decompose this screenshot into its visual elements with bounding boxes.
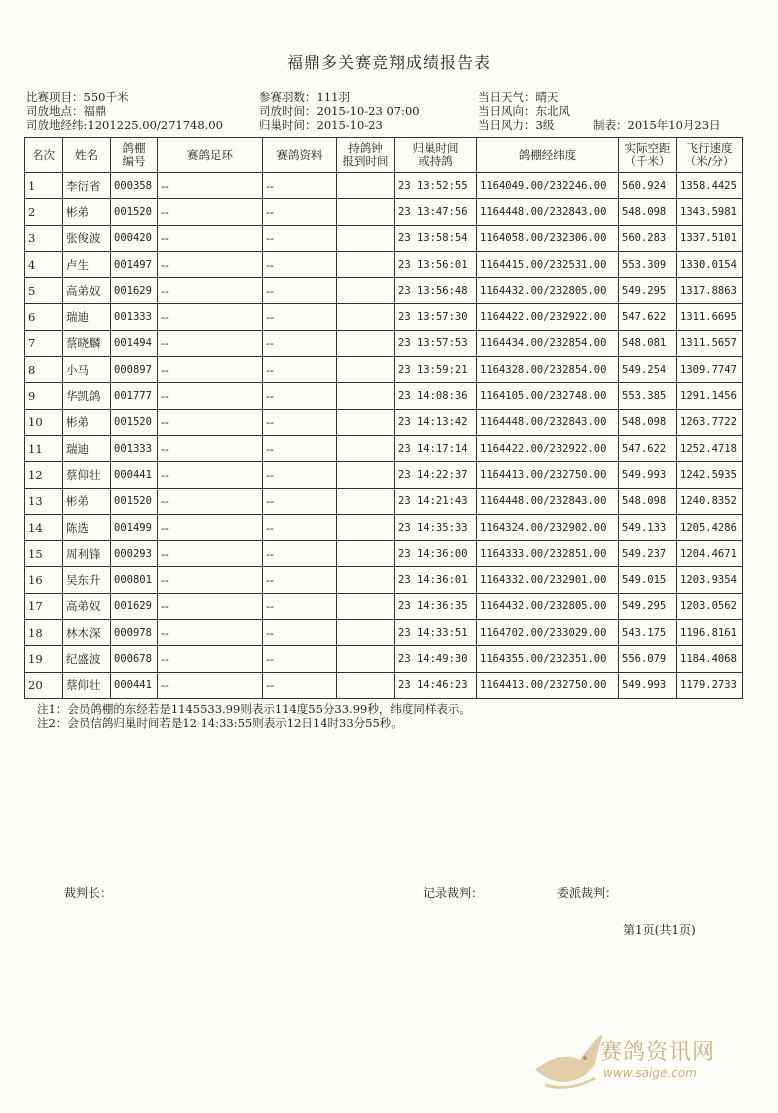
col-name-cell: 华凯鸽: [63, 383, 111, 409]
col-ring-cell: --: [158, 435, 263, 461]
col-distance-cell: 556.079: [619, 646, 677, 672]
col-return-time-cell: 23 14:49:30: [395, 646, 477, 672]
table-row: [25, 672, 743, 698]
col-coords-cell: 1164422.00/232922.00: [477, 435, 619, 461]
col-name-cell: 瑞迪: [63, 304, 111, 330]
table-row: [25, 567, 743, 593]
header-label-line: 持鸽钟: [348, 141, 383, 155]
col-name-cell: 张俊波: [63, 225, 111, 251]
col-coords-cell: 1164448.00/232843.00: [477, 199, 619, 225]
col-loft-id-cell: 000293: [111, 541, 158, 567]
col-speed-cell: 1252.4718: [677, 435, 743, 461]
col-return-time-cell: 23 14:21:43: [395, 488, 477, 514]
watermark-url: www.saige.com: [603, 1066, 697, 1080]
col-distance-cell: 549.237: [619, 541, 677, 567]
col-distance-cell: 548.081: [619, 330, 677, 356]
col-coords-cell: 1164422.00/232922.00: [477, 304, 619, 330]
col-loft-id-cell: 001777: [111, 383, 158, 409]
col-info-cell: --: [263, 462, 337, 488]
col-info-cell: --: [263, 646, 337, 672]
col-clock-time-cell: [337, 541, 395, 567]
col-coords-cell: 1164432.00/232805.00: [477, 593, 619, 619]
results-table: [24, 137, 743, 699]
col-speed-cell: 1205.4286: [677, 514, 743, 540]
col-distance-cell: 543.175: [619, 620, 677, 646]
col-return-time-cell: 23 14:13:42: [395, 409, 477, 435]
table-row: [25, 646, 743, 672]
table-row: [25, 251, 743, 277]
note-2: 注2：会员信鸽归巢时间若是12 14:33:55则表示12日14时33分55秒。: [37, 716, 403, 730]
col-return-time-cell: 23 13:56:48: [395, 278, 477, 304]
col-rank-cell: 14: [25, 514, 63, 540]
col-ring-cell: --: [158, 567, 263, 593]
table-body: [25, 173, 743, 699]
col-distance-cell: 549.015: [619, 567, 677, 593]
col-coords-cell: 1164432.00/232805.00: [477, 278, 619, 304]
col-name-cell: 蔡仰壮: [63, 672, 111, 698]
table-row: [25, 278, 743, 304]
col-info-cell: --: [263, 251, 337, 277]
col-speed-cell: 1330.0154: [677, 251, 743, 277]
col-info-cell: --: [263, 620, 337, 646]
table-row: [25, 514, 743, 540]
col-loft-id-cell: 001494: [111, 330, 158, 356]
col-speed-cell: 1311.5657: [677, 330, 743, 356]
meta-wind-force: 当日风力：3级: [478, 118, 555, 132]
col-coords-cell: 1164332.00/232901.00: [477, 567, 619, 593]
col-info-cell: --: [263, 357, 337, 383]
col-name-cell: 高弟奴: [63, 278, 111, 304]
col-rank-cell: 7: [25, 330, 63, 356]
col-return-time-cell: 23 14:35:33: [395, 514, 477, 540]
col-rank-cell: 17: [25, 593, 63, 619]
col-loft-id-cell: 000420: [111, 225, 158, 251]
col-clock-time-cell: [337, 462, 395, 488]
col-speed-cell: 1196.8161: [677, 620, 743, 646]
table-row: [25, 383, 743, 409]
page-number: 第1页(共1页): [623, 923, 696, 937]
col-name-cell: 林木深: [63, 620, 111, 646]
col-return-time-cell: 23 13:56:01: [395, 251, 477, 277]
col-speed-header: [677, 138, 743, 173]
col-speed-cell: 1358.4425: [677, 173, 743, 199]
col-ring-cell: --: [158, 383, 263, 409]
col-ring-cell: --: [158, 278, 263, 304]
header-label-line: 报到时间: [342, 154, 389, 168]
meta-release-place: 司放地点：福鼎: [26, 104, 107, 118]
col-ring-cell: --: [158, 620, 263, 646]
meta-return-time: 归巢时间：2015-10-23: [259, 118, 383, 132]
col-return-time-cell: 23 13:58:54: [395, 225, 477, 251]
col-speed-cell: 1291.1456: [677, 383, 743, 409]
col-clock-time-cell: [337, 251, 395, 277]
col-return-time-cell: 23 14:22:37: [395, 462, 477, 488]
col-coords-cell: 1164324.00/232902.00: [477, 514, 619, 540]
col-rank-cell: 11: [25, 435, 63, 461]
table-row: [25, 225, 743, 251]
meta-release-time: 司放时间：2015-10-23 07:00: [259, 104, 420, 118]
col-ring-cell: --: [158, 672, 263, 698]
col-distance-cell: 549.295: [619, 278, 677, 304]
col-ring-cell: --: [158, 593, 263, 619]
col-speed-cell: 1263.7722: [677, 409, 743, 435]
col-return-time-cell: 23 13:57:53: [395, 330, 477, 356]
col-rank-header: [25, 138, 63, 173]
col-distance-cell: 549.254: [619, 357, 677, 383]
header-label-line: （米/分）: [684, 154, 735, 168]
col-loft-id-cell: 001520: [111, 488, 158, 514]
table-row: [25, 435, 743, 461]
col-rank-cell: 13: [25, 488, 63, 514]
col-name-cell: 陈选: [63, 514, 111, 540]
meta-left: [26, 90, 223, 132]
col-ring-cell: --: [158, 225, 263, 251]
col-coords-cell: 1164448.00/232843.00: [477, 409, 619, 435]
col-loft-id-cell: 001333: [111, 435, 158, 461]
col-distance-cell: 553.385: [619, 383, 677, 409]
col-speed-cell: 1203.9354: [677, 567, 743, 593]
col-info-header: [263, 138, 337, 173]
table-row: [25, 357, 743, 383]
table-row: [25, 541, 743, 567]
col-coords-cell: 1164333.00/232851.00: [477, 541, 619, 567]
col-loft-id-cell: 001333: [111, 304, 158, 330]
col-ring-cell: --: [158, 173, 263, 199]
col-info-cell: --: [263, 199, 337, 225]
col-clock-time-cell: [337, 304, 395, 330]
notes: [37, 702, 471, 730]
header-label-line: 姓名: [75, 147, 98, 162]
col-rank-cell: 9: [25, 383, 63, 409]
col-speed-cell: 1204.4671: [677, 541, 743, 567]
col-speed-cell: 1203.0562: [677, 593, 743, 619]
header-label-line: 实际空距: [624, 141, 671, 155]
col-coords-cell: 1164058.00/232306.00: [477, 225, 619, 251]
col-info-cell: --: [263, 409, 337, 435]
col-rank-cell: 8: [25, 357, 63, 383]
col-coords-cell: 1164448.00/232843.00: [477, 488, 619, 514]
col-speed-cell: 1240.8352: [677, 488, 743, 514]
col-name-cell: 彬弟: [63, 199, 111, 225]
sign-assigned-referee: 委派裁判：: [557, 886, 618, 900]
col-info-cell: --: [263, 514, 337, 540]
col-rank-cell: 20: [25, 672, 63, 698]
col-return-time-cell: 23 13:57:30: [395, 304, 477, 330]
col-clock-time-header: [337, 138, 395, 173]
col-info-cell: --: [263, 435, 337, 461]
meta-weather: 当日天气：晴天: [478, 90, 559, 104]
sign-record-referee: 记录裁判：: [423, 886, 484, 900]
col-return-time-cell: 23 14:46:23: [395, 672, 477, 698]
col-loft-id-cell: 000897: [111, 357, 158, 383]
col-return-time-cell: 23 13:59:21: [395, 357, 477, 383]
col-clock-time-cell: [337, 435, 395, 461]
col-speed-cell: 1343.5981: [677, 199, 743, 225]
meta-release-coords: 司放地经纬:1201225.00/271748.00: [26, 118, 223, 132]
table-row: [25, 409, 743, 435]
col-clock-time-cell: [337, 646, 395, 672]
col-clock-time-cell: [337, 409, 395, 435]
table-header-row: [25, 138, 743, 173]
col-clock-time-cell: [337, 620, 395, 646]
col-loft-id-cell: 000978: [111, 620, 158, 646]
table-row: [25, 330, 743, 356]
col-distance-cell: 547.622: [619, 435, 677, 461]
sign-chief-referee: 裁判长：: [64, 886, 113, 900]
col-ring-cell: --: [158, 304, 263, 330]
col-ring-cell: --: [158, 541, 263, 567]
table-row: [25, 488, 743, 514]
col-speed-cell: 1311.6695: [677, 304, 743, 330]
col-rank-cell: 19: [25, 646, 63, 672]
col-distance-cell: 553.309: [619, 251, 677, 277]
note-1: 注1：会员鸽棚的东经若是1145533.99则表示114度55分33.99秒，纬度同样表示。: [37, 702, 471, 716]
col-name-cell: 小马: [63, 357, 111, 383]
col-ring-cell: --: [158, 199, 263, 225]
meta-entries: 参赛羽数：111羽: [259, 90, 350, 104]
col-rank-cell: 2: [25, 199, 63, 225]
table-row: [25, 620, 743, 646]
col-clock-time-cell: [337, 593, 395, 619]
col-name-cell: 高弟奴: [63, 593, 111, 619]
col-speed-cell: 1337.5101: [677, 225, 743, 251]
col-distance-cell: 549.295: [619, 593, 677, 619]
col-distance-cell: 549.993: [619, 672, 677, 698]
col-ring-cell: --: [158, 514, 263, 540]
col-clock-time-cell: [337, 173, 395, 199]
col-clock-time-cell: [337, 330, 395, 356]
col-loft-id-cell: 001629: [111, 278, 158, 304]
col-loft-id-header: [111, 138, 158, 173]
col-info-cell: --: [263, 330, 337, 356]
col-info-cell: --: [263, 225, 337, 251]
col-name-cell: 李衍省: [63, 173, 111, 199]
col-loft-id-cell: 000441: [111, 462, 158, 488]
col-name-cell: 瑞迪: [63, 435, 111, 461]
col-distance-cell: 560.283: [619, 225, 677, 251]
col-ring-cell: --: [158, 409, 263, 435]
col-ring-cell: --: [158, 488, 263, 514]
table-row: [25, 462, 743, 488]
col-name-cell: 周利锋: [63, 541, 111, 567]
col-rank-cell: 15: [25, 541, 63, 567]
header-label-line: 编号: [122, 154, 146, 168]
col-return-time-cell: 23 14:36:35: [395, 593, 477, 619]
col-loft-id-cell: 001497: [111, 251, 158, 277]
col-rank-cell: 16: [25, 567, 63, 593]
col-coords-cell: 1164415.00/232531.00: [477, 251, 619, 277]
col-loft-id-cell: 000678: [111, 646, 158, 672]
col-distance-cell: 548.098: [619, 488, 677, 514]
col-rank-cell: 3: [25, 225, 63, 251]
table-row: [25, 304, 743, 330]
col-return-time-cell: 23 14:36:00: [395, 541, 477, 567]
col-info-cell: --: [263, 541, 337, 567]
col-clock-time-cell: [337, 567, 395, 593]
col-speed-cell: 1184.4068: [677, 646, 743, 672]
col-distance-cell: 549.993: [619, 462, 677, 488]
col-distance-cell: 548.098: [619, 409, 677, 435]
col-rank-cell: 10: [25, 409, 63, 435]
col-speed-cell: 1242.5935: [677, 462, 743, 488]
header-label-line: 或持鸽: [418, 154, 453, 168]
header-label-line: 飞行速度: [686, 141, 733, 155]
col-info-cell: --: [263, 567, 337, 593]
col-coords-cell: 1164413.00/232750.00: [477, 672, 619, 698]
col-clock-time-cell: [337, 357, 395, 383]
header-label-line: 鸽棚经纬度: [518, 147, 577, 162]
table-row: [25, 593, 743, 619]
meta-wind-direction: 当日风向：东北风: [478, 104, 570, 118]
col-clock-time-cell: [337, 514, 395, 540]
col-rank-cell: 6: [25, 304, 63, 330]
col-coords-cell: 1164049.00/232246.00: [477, 173, 619, 199]
col-rank-cell: 4: [25, 251, 63, 277]
col-name-cell: 吴东升: [63, 567, 111, 593]
table-row: [25, 173, 743, 199]
col-ring-cell: --: [158, 646, 263, 672]
col-coords-cell: 1164413.00/232750.00: [477, 462, 619, 488]
col-rank-cell: 12: [25, 462, 63, 488]
col-name-cell: 纪盛波: [63, 646, 111, 672]
col-info-cell: --: [263, 593, 337, 619]
col-loft-id-cell: 000801: [111, 567, 158, 593]
header-label-line: 名次: [32, 147, 55, 162]
col-return-time-header: [395, 138, 477, 173]
col-coords-cell: 1164355.00/232351.00: [477, 646, 619, 672]
col-coords-cell: 1164105.00/232748.00: [477, 383, 619, 409]
col-return-time-cell: 23 14:08:36: [395, 383, 477, 409]
col-return-time-cell: 23 14:36:01: [395, 567, 477, 593]
col-rank-cell: 5: [25, 278, 63, 304]
col-ring-cell: --: [158, 251, 263, 277]
header-label-line: 赛鸽足环: [187, 147, 233, 162]
meta-mid: [259, 90, 420, 132]
col-loft-id-cell: 001520: [111, 199, 158, 225]
col-name-cell: 彬弟: [63, 488, 111, 514]
col-rank-cell: 18: [25, 620, 63, 646]
col-info-cell: --: [263, 173, 337, 199]
col-speed-cell: 1179.2733: [677, 672, 743, 698]
col-name-cell: 彬弟: [63, 409, 111, 435]
col-clock-time-cell: [337, 225, 395, 251]
header-label-line: 赛鸽资料: [276, 147, 323, 162]
col-loft-id-cell: 000441: [111, 672, 158, 698]
col-coords-cell: 1164434.00/232854.00: [477, 330, 619, 356]
table-row: [25, 199, 743, 225]
col-info-cell: --: [263, 278, 337, 304]
col-info-cell: --: [263, 672, 337, 698]
col-return-time-cell: 23 13:47:56: [395, 199, 477, 225]
col-clock-time-cell: [337, 488, 395, 514]
watermark-name: 赛鸽资讯网: [600, 1040, 716, 1065]
header-label-line: （千米）: [624, 154, 671, 168]
col-clock-time-cell: [337, 383, 395, 409]
col-name-header: [63, 138, 111, 173]
col-name-cell: 蔡仰壮: [63, 462, 111, 488]
col-distance-cell: 549.133: [619, 514, 677, 540]
col-ring-cell: --: [158, 357, 263, 383]
col-distance-cell: 547.622: [619, 304, 677, 330]
col-return-time-cell: 23 13:52:55: [395, 173, 477, 199]
col-coords-header: [477, 138, 619, 173]
header-label-line: 鸽棚: [122, 141, 146, 155]
col-coords-cell: 1164702.00/233029.00: [477, 620, 619, 646]
report-title: 福鼎多关赛竞翔成绩报告表: [286, 53, 491, 72]
col-info-cell: --: [263, 383, 337, 409]
col-loft-id-cell: 001499: [111, 514, 158, 540]
col-return-time-cell: 23 14:17:14: [395, 435, 477, 461]
col-speed-cell: 1317.8863: [677, 278, 743, 304]
meta-table-date: 制表：2015年10月23日: [593, 118, 721, 132]
col-info-cell: --: [263, 304, 337, 330]
col-ring-cell: --: [158, 330, 263, 356]
col-name-cell: 卢生: [63, 251, 111, 277]
col-name-cell: 蔡晓麟: [63, 330, 111, 356]
col-ring-header: [158, 138, 263, 173]
col-loft-id-cell: 001629: [111, 593, 158, 619]
col-ring-cell: --: [158, 462, 263, 488]
col-loft-id-cell: 000358: [111, 173, 158, 199]
col-rank-cell: 1: [25, 173, 63, 199]
col-clock-time-cell: [337, 672, 395, 698]
col-coords-cell: 1164328.00/232854.00: [477, 357, 619, 383]
col-speed-cell: 1309.7747: [677, 357, 743, 383]
meta-race-item: 比赛项目：550千米: [26, 90, 129, 104]
col-distance-header: [619, 138, 677, 173]
col-clock-time-cell: [337, 199, 395, 225]
col-loft-id-cell: 001520: [111, 409, 158, 435]
col-distance-cell: 548.098: [619, 199, 677, 225]
col-distance-cell: 560.924: [619, 173, 677, 199]
col-return-time-cell: 23 14:33:51: [395, 620, 477, 646]
col-clock-time-cell: [337, 278, 395, 304]
col-info-cell: --: [263, 488, 337, 514]
header-label-line: 归巢时间: [412, 141, 459, 155]
meta-right: [478, 90, 570, 132]
